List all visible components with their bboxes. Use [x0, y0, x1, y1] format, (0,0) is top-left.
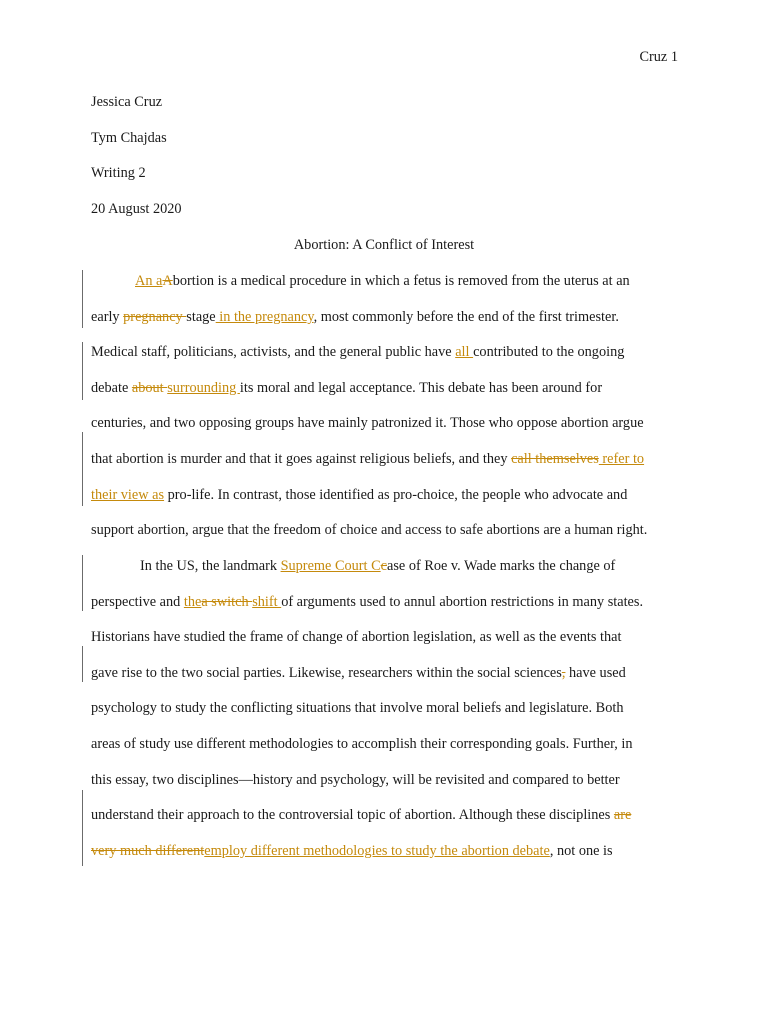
line-text: of arguments used to annul abortion restrictions in many states.	[281, 594, 644, 610]
line-text: its moral and legal acceptance. This debate has been around for	[239, 380, 603, 396]
inserted-text: refer to	[598, 451, 645, 467]
running-head: Cruz 1	[639, 49, 678, 65]
deleted-text: A	[162, 273, 173, 289]
change-bar	[82, 270, 83, 328]
line-text: In the US, the landmark	[140, 558, 281, 574]
essay-line: support abortion, argue that the freedom of choice and access to safe abortions are a human right.	[91, 522, 648, 538]
line-text: debate	[91, 380, 132, 396]
change-bar	[82, 790, 83, 866]
line-text: contributed to the ongoing	[473, 344, 625, 360]
change-bar	[82, 432, 83, 506]
line-text: stage	[186, 309, 216, 325]
essay-line: Historians have studied the frame of change of abortion legislation, as well as the events that	[91, 629, 622, 645]
inserted-text: employ different methodologies to study the abortion debate	[204, 843, 550, 859]
essay-line	[91, 592, 643, 612]
deleted-text: are	[613, 807, 632, 823]
line-text: have used	[565, 665, 626, 681]
essay-line: psychology to study the conflicting situations that involve moral beliefs and legislature. Both	[91, 700, 624, 716]
line-text: pro-life. In contrast, those identified as pro-choice, the people who advocate and	[164, 487, 628, 503]
deleted-text: ,	[561, 665, 566, 681]
essay-line	[91, 378, 602, 398]
change-bar	[82, 555, 83, 611]
line-text: gave rise to the two social parties. Likewise, researchers within the social sciences	[91, 665, 562, 681]
instructor-name: Tym Chajdas	[91, 130, 167, 146]
deleted-text: pregnancy	[123, 309, 187, 325]
essay-line	[135, 271, 630, 291]
line-text: early	[91, 309, 124, 325]
line-text: Medical staff, politicians, activists, and the general public have	[91, 344, 456, 360]
essay-line: areas of study use different methodologies to accomplish their corresponding goals. Further, in	[91, 736, 633, 752]
line-text: perspective and	[91, 594, 184, 610]
deleted-text: c	[380, 558, 387, 574]
inserted-text: Supreme Court C	[280, 558, 381, 574]
deleted-text: call themselves	[511, 451, 599, 467]
line-text: understand their approach to the controversial topic of abortion. Although these disciplines	[91, 807, 614, 823]
deleted-text: about	[131, 380, 168, 396]
essay-line	[91, 663, 626, 683]
essay-line: centuries, and two opposing groups have mainly patronized it. Those who oppose abortion argue	[91, 415, 644, 431]
change-bar	[82, 646, 83, 682]
inserted-text: their view as	[91, 487, 165, 503]
deleted-text: very much different	[91, 843, 205, 859]
line-text: that abortion is murder and that it goes against religious beliefs, and they	[91, 451, 512, 467]
inserted-text: in the pregnancy	[215, 309, 314, 325]
inserted-text: all	[455, 344, 474, 360]
course-name: Writing 2	[91, 165, 146, 181]
deleted-text: a switch	[201, 594, 253, 610]
inserted-text: An a	[135, 273, 163, 289]
line-text: , most commonly before the end of the first trimester.	[313, 309, 619, 325]
date-line: 20 August 2020	[91, 201, 182, 217]
line-text: , not one is	[549, 843, 613, 859]
essay-line	[91, 485, 627, 505]
change-bar	[82, 342, 83, 400]
essay-title: Abortion: A Conflict of Interest	[293, 237, 475, 253]
essay-line	[91, 449, 644, 469]
inserted-text: surrounding	[167, 380, 240, 396]
essay-line	[91, 841, 613, 861]
essay-line	[91, 342, 624, 362]
inserted-text: the	[183, 594, 202, 610]
line-text: ase of Roe v. Wade marks the change of	[387, 558, 616, 574]
essay-line	[140, 556, 615, 576]
inserted-text: shift	[252, 594, 282, 610]
essay-line: this essay, two disciplines—history and psychology, will be revisited and compared to better	[91, 772, 620, 788]
line-text: bortion is a medical procedure in which a fetus is removed from the uterus at an	[172, 273, 630, 289]
author-name: Jessica Cruz	[91, 94, 163, 110]
essay-line	[91, 307, 619, 327]
essay-line	[91, 805, 631, 825]
